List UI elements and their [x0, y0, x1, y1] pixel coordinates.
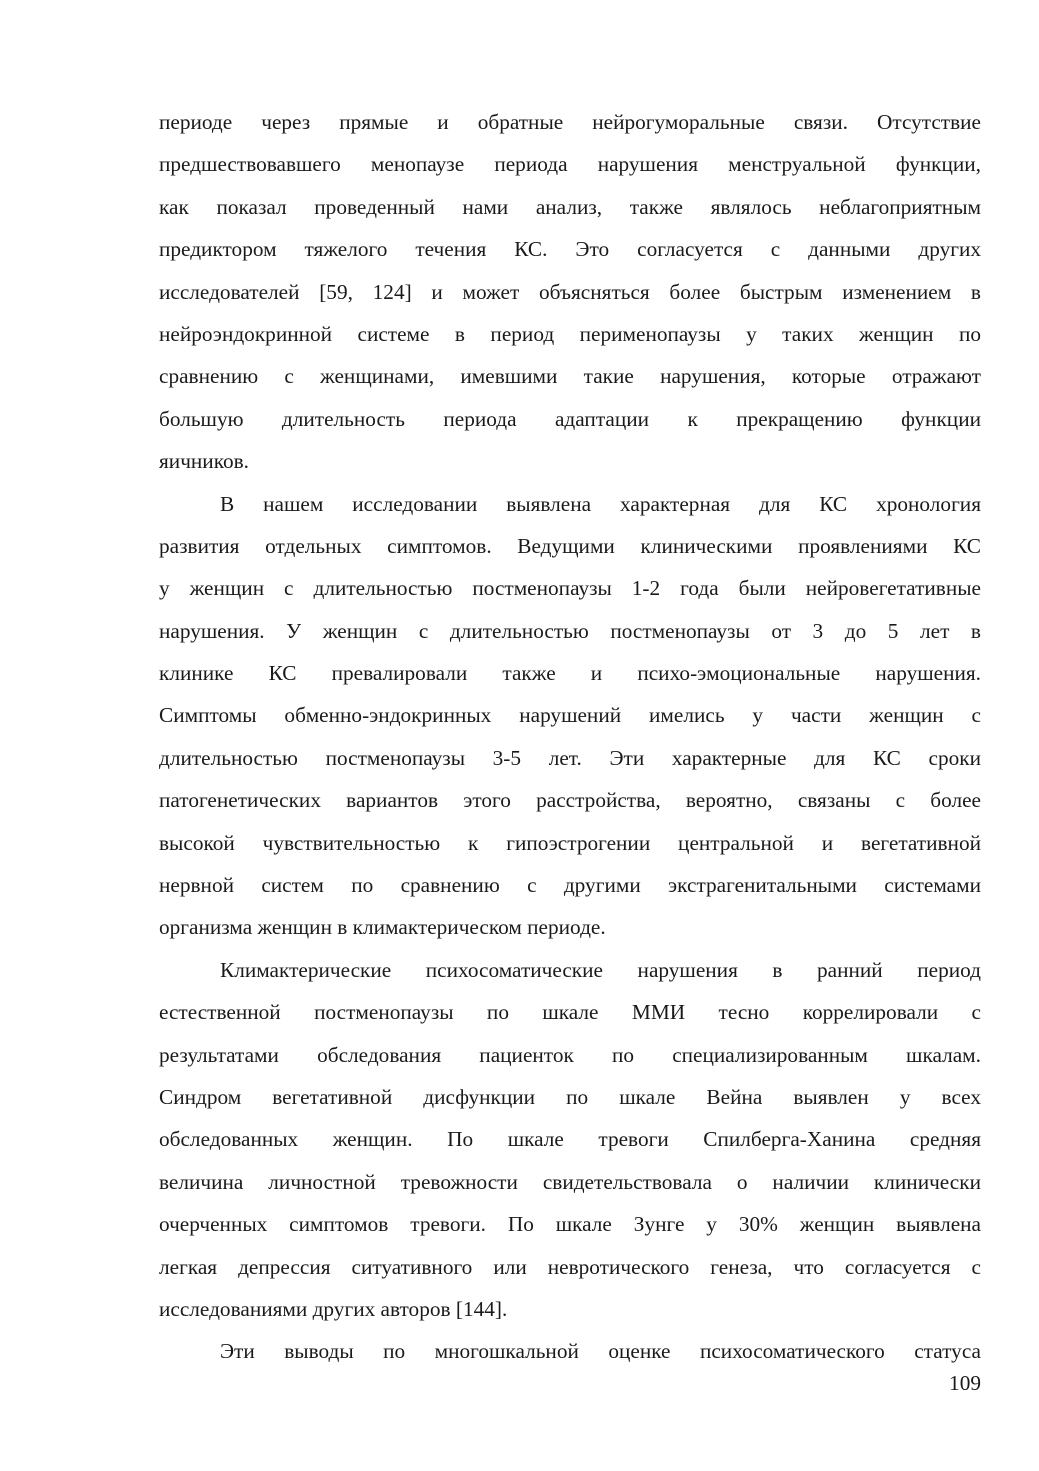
- page-number: 109: [949, 1371, 981, 1395]
- text-line: Климактерические психосоматические нарушения в ранний период: [220, 957, 981, 982]
- text-line: Синдром вегетативной дисфункции по шкале Вейна выявлен у всех: [159, 1084, 981, 1109]
- text-line: предшествовавшего менопаузе периода нарушения менструальной функции,: [159, 152, 981, 177]
- text-line: периоде через прямые и обратные нейрогуморальные связи. Отсутствие: [159, 110, 981, 134]
- text-line: легкая депрессия ситуативного или невротического генеза, что согласуется с: [159, 1254, 981, 1279]
- text-line: В нашем исследовании выявлена характерная для КС хронология: [220, 491, 981, 516]
- text-line: исследованиями других авторов [144].: [159, 1296, 508, 1321]
- text-line: сравнению с женщинами, имевшими такие нарушения, которые отражают: [159, 364, 981, 389]
- text-line: предиктором тяжелого течения КС. Это согласуется с данными других: [159, 237, 981, 262]
- text-line: патогенетических вариантов этого расстройства, вероятно, связаны с более: [159, 788, 981, 813]
- text-line: Эти выводы по многошкальной оценке психосоматического статуса: [220, 1339, 981, 1364]
- paragraph: [159, 483, 981, 949]
- text-line: нервной систем по сравнению с другими экстрагенитальными системами: [159, 873, 981, 898]
- text-line: нейроэндокринной системе в период перименопаузы у таких женщин по: [159, 321, 981, 346]
- body-text: [159, 101, 981, 1373]
- text-line: длительностью постменопаузы 3-5 лет. Эти характерные для КС сроки: [159, 745, 981, 770]
- text-line: клинике КС превалировали также и психо-эмоциональные нарушения.: [159, 661, 981, 686]
- paragraph: [159, 101, 981, 483]
- text-line: очерченных симптомов тревоги. По шкале Зунге у 30% женщин выявлена: [159, 1212, 981, 1237]
- text-line: величина личностной тревожности свидетельствовала о наличии клинически: [159, 1169, 981, 1194]
- text-line: как показал проведенный нами анализ, также являлось неблагоприятным: [159, 194, 981, 219]
- text-line: обследованных женщин. По шкале тревоги Спилберга-Ханина средняя: [159, 1127, 981, 1152]
- text-line: Симптомы обменно-эндокринных нарушений имелись у части женщин с: [159, 703, 981, 728]
- text-line: исследователей [59, 124] и может объясняться более быстрым изменением в: [159, 279, 981, 304]
- text-line: высокой чувствительностью к гипоэстрогении центральной и вегетативной: [159, 830, 981, 855]
- paragraph: [159, 1330, 981, 1372]
- text-line: развития отдельных симптомов. Ведущими клиническими проявлениями КС: [159, 533, 981, 558]
- text-line: результатами обследования пациенток по специализированным шкалам.: [159, 1042, 981, 1067]
- text-line: у женщин с длительностью постменопаузы 1-2 года были нейровегетативные: [159, 576, 981, 601]
- paragraph: [159, 949, 981, 1331]
- text-line: организма женщин в климактерическом периоде.: [159, 915, 606, 940]
- text-line: яичников.: [159, 449, 249, 474]
- text-line: большую длительность периода адаптации к прекращению функции: [159, 406, 981, 431]
- text-line: нарушения. У женщин с длительностью постменопаузы от 3 до 5 лет в: [159, 618, 981, 643]
- text-line: естественной постменопаузы по шкале ММИ тесно коррелировали с: [159, 1000, 981, 1025]
